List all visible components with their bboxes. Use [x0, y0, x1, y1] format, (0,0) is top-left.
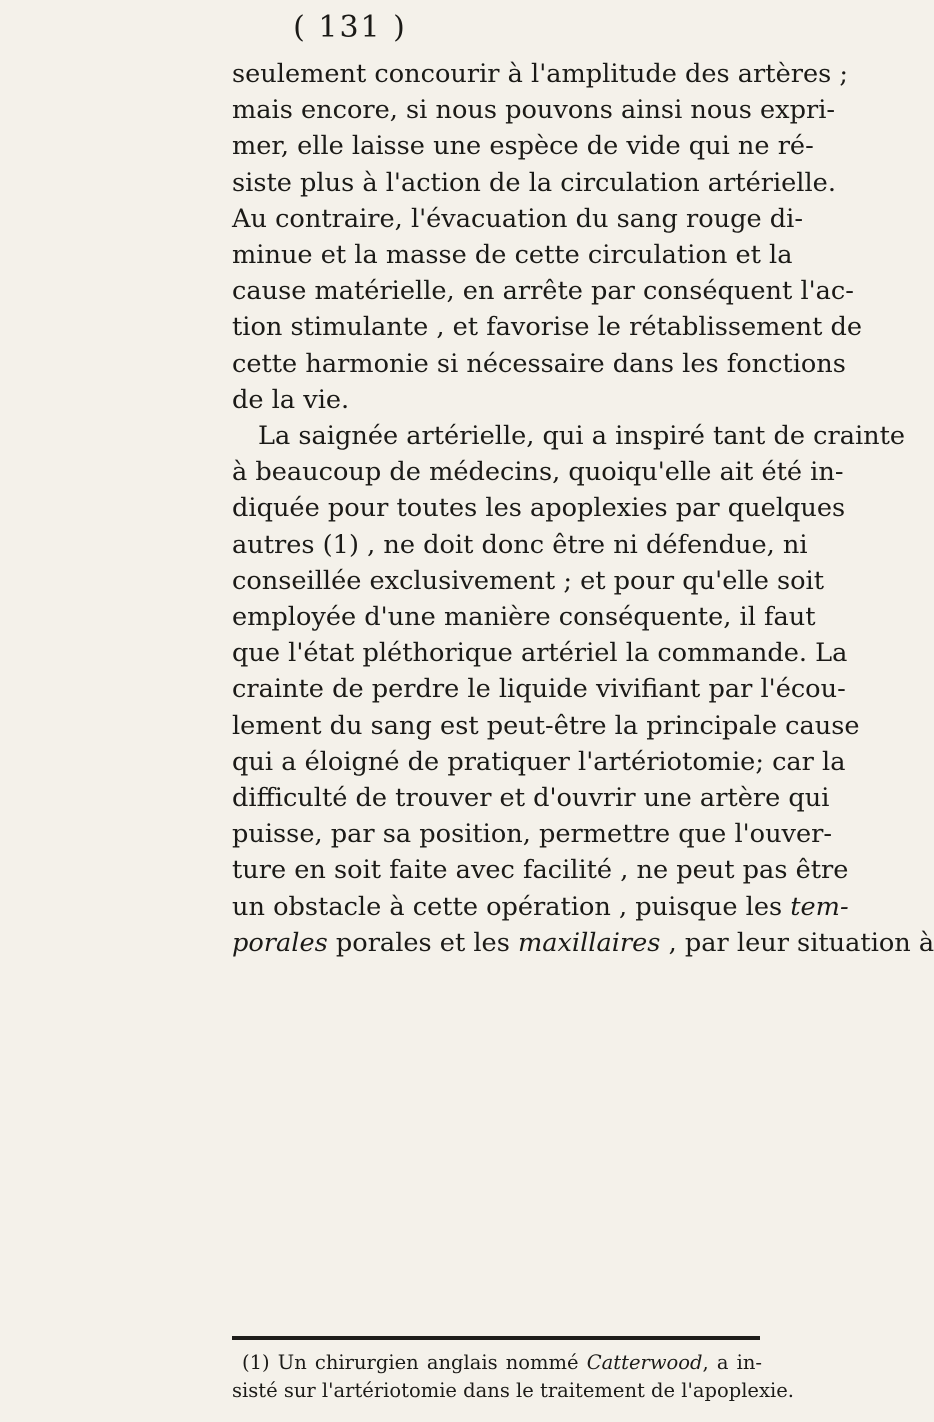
footnote — [232, 1349, 794, 1405]
italic-word: porales — [232, 927, 328, 958]
text-line: diquée pour toutes les apoplexies par quelques — [232, 493, 846, 524]
text-line: seulement concourir à l'amplitude des artères ; — [232, 59, 848, 89]
text-line: employée d'une manière conséquente, il faut — [232, 602, 816, 633]
text-line-with-italic — [232, 889, 849, 925]
text-line: mer, elle laisse une espèce de vide qui ne ré- — [232, 131, 814, 162]
text-line: La saignée artérielle, qui a inspiré tant de crainte — [258, 421, 906, 452]
text-line: lement du sang est peut-être la principale cause — [232, 710, 860, 741]
text-line: de la vie. — [232, 384, 350, 415]
text-line: cette harmonie si nécessaire dans les fonctions — [232, 348, 846, 379]
italic-name: Catterwood — [586, 1351, 703, 1374]
footnote-line — [232, 1349, 762, 1377]
text-line: siste plus à l'action de la circulation artérielle. — [232, 167, 836, 198]
text-line: puisse, par sa position, permettre que l'ouver- — [232, 819, 833, 850]
footnote-divider — [232, 1336, 760, 1340]
text-line: à beaucoup de médecins, quoiqu'elle ait été in- — [232, 457, 844, 488]
text-line: minue et la masse de cette circulation et la — [232, 240, 793, 271]
text-line: conseillée exclusivement ; et pour qu'elle soit — [232, 565, 825, 596]
text-line: tion stimulante , et favorise le rétablissement de — [232, 312, 863, 343]
text-line: Au contraire, l'évacuation du sang rouge di- — [232, 203, 804, 234]
page-number: ( 131 ) — [293, 10, 407, 45]
text-segment: , a in- — [702, 1351, 762, 1374]
text-line: que l'état pléthorique artériel la commande. La — [232, 638, 848, 669]
italic-word: tem- — [790, 891, 849, 922]
italic-word: maxillaires — [517, 927, 661, 958]
text-segment: porales et les — [335, 927, 510, 958]
text-line: qui a éloigné de pratiquer l'artériotomie; car la — [232, 746, 846, 777]
footnote-line: sisté sur l'artériotomie dans le traitement de l'apoplexie. — [232, 1379, 794, 1402]
text-segment: un obstacle à cette opération , puisque les — [232, 891, 783, 922]
main-paragraphs — [232, 56, 934, 961]
text-line: cause matérielle, en arrête par conséquent l'ac- — [232, 276, 854, 307]
text-line-with-italic — [232, 925, 934, 961]
text-segment: (1) Un chirurgien anglais nommé — [242, 1351, 579, 1374]
text-line: ture en soit faite avec facilité , ne peut pas être — [232, 855, 849, 886]
text-line: autres (1) , ne doit donc être ni défendue, ni — [232, 529, 808, 560]
text-line: crainte de perdre le liquide vivifiant par l'écou- — [232, 674, 846, 705]
text-line: mais encore, si nous pouvons ainsi nous expri- — [232, 95, 836, 126]
text-segment: , par leur situation à — [668, 927, 934, 958]
text-line: difficulté de trouver et d'ouvrir une artère qui — [232, 783, 830, 814]
